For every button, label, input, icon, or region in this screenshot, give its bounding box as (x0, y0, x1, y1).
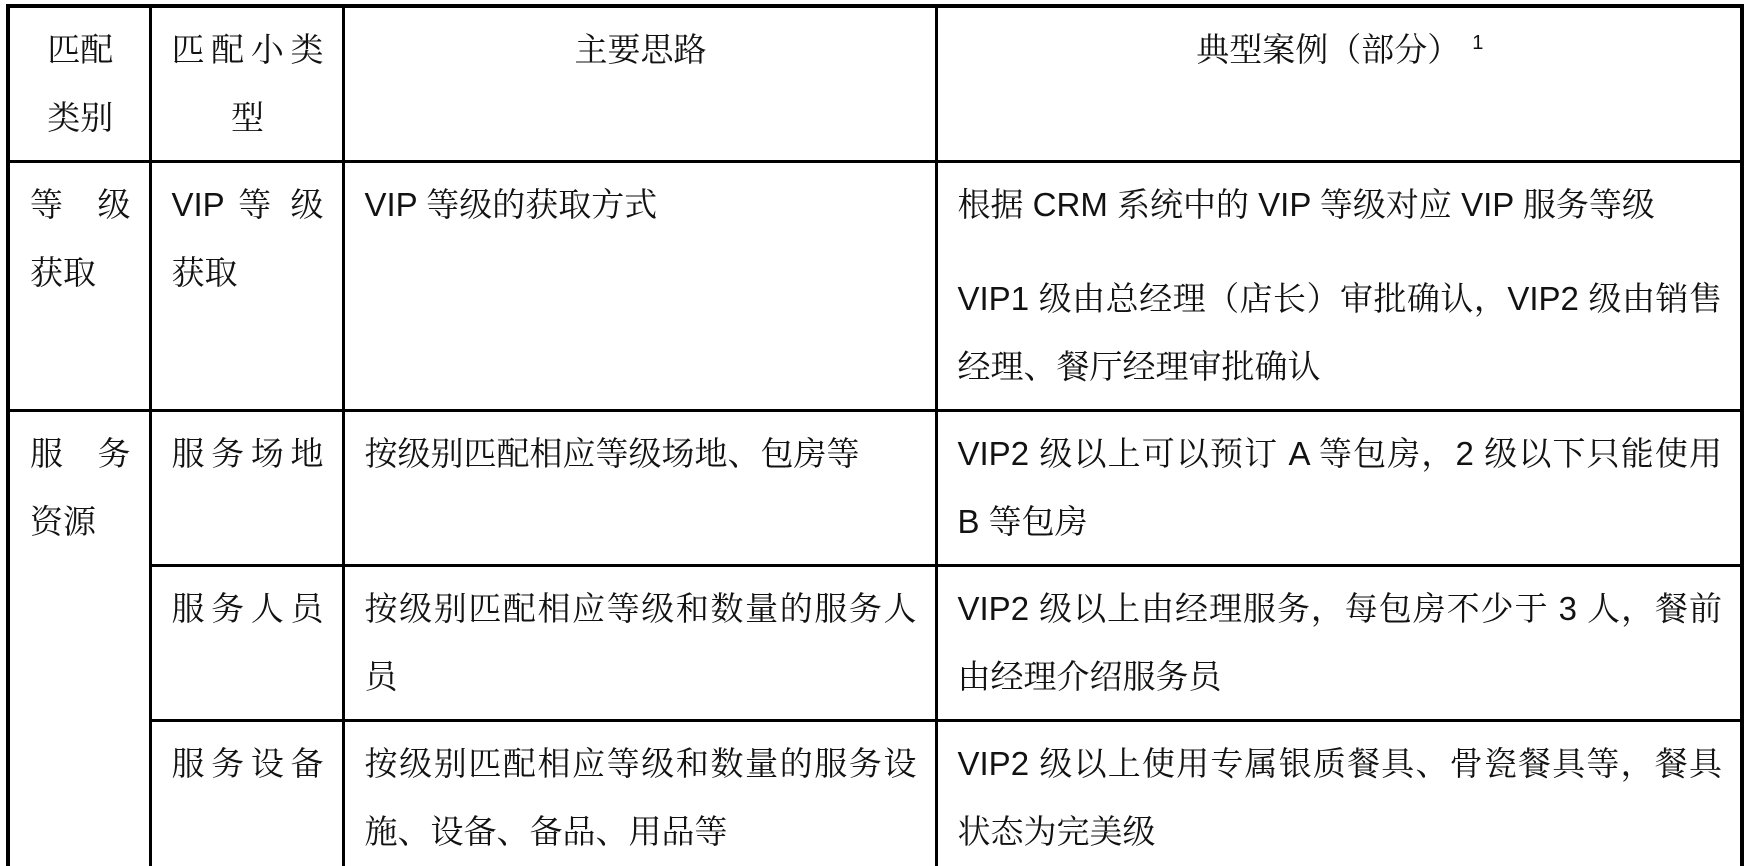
header-label: 典型案例（部分） (1196, 31, 1461, 68)
vip-matching-table (6, 4, 1744, 866)
cell-line: 服务场地 (171, 435, 324, 472)
cell-line: 服务设备 (171, 745, 324, 782)
header-main-approach (343, 6, 936, 162)
header-match-category (8, 6, 150, 162)
table-row-level-acquisition (8, 162, 1742, 411)
cell-line: 服务人员 (171, 590, 324, 627)
header-line: 匹配小类 (171, 31, 324, 68)
cell-cases-vip-level (936, 162, 1742, 411)
cell-cases-equipment (936, 721, 1742, 866)
approach-text: 按级别匹配相应等级和数量的服务人员 (364, 590, 917, 695)
cell-line: 等 级 (30, 186, 131, 223)
cell-subtype-vip-level (150, 162, 343, 411)
cell-category-service-resources (8, 411, 150, 866)
cell-cases-staff (936, 566, 1742, 721)
case-paragraph: VIP1 级由总经理（店长）审批确认，VIP2 级由销售经理、餐厅经理审批确认 (957, 280, 1722, 385)
header-typical-cases (936, 6, 1742, 162)
cell-subtype-equipment (150, 721, 343, 866)
header-match-subtype (150, 6, 343, 162)
approach-text: 按级别匹配相应等级和数量的服务设施、设备、备品、用品等 (364, 745, 917, 850)
case-paragraph: VIP2 级以上由经理服务，每包房不少于 3 人，餐前由经理介绍服务员 (957, 590, 1722, 695)
approach-text: VIP 等级的获取方式 (364, 186, 658, 223)
cell-category-level (8, 162, 150, 411)
case-paragraph: 根据 CRM 系统中的 VIP 等级对应 VIP 服务等级 (957, 186, 1655, 223)
table-row-service-venue (8, 411, 1742, 566)
cell-line: 获取 (30, 254, 96, 291)
cell-line: 获取 (171, 254, 238, 291)
cell-line: 服 务 (30, 435, 131, 472)
header-line: 主要思路 (574, 31, 707, 68)
cell-line: 资源 (30, 503, 96, 540)
header-line: 型 (231, 99, 264, 136)
cell-subtype-venue (150, 411, 343, 566)
footnote-marker: 1 (1472, 32, 1484, 54)
header-line: 匹配 (47, 31, 114, 68)
case-paragraph: VIP2 级以上可以预订 A 等包房，2 级以下只能使用 B 等包房 (957, 435, 1722, 540)
cell-approach-venue (343, 411, 936, 566)
table-header-row (8, 6, 1742, 162)
cell-approach-vip-level (343, 162, 936, 411)
approach-text: 按级别匹配相应等级场地、包房等 (364, 435, 860, 472)
case-paragraph: VIP2 级以上使用专属银质餐具、骨瓷餐具等，餐具状态为完美级 (957, 745, 1722, 850)
table-row-service-equipment (8, 721, 1742, 866)
cell-approach-staff (343, 566, 936, 721)
cell-subtype-staff (150, 566, 343, 721)
cell-cases-venue (936, 411, 1742, 566)
table-row-service-staff (8, 566, 1742, 721)
cell-approach-equipment (343, 721, 936, 866)
cell-line: VIP 等 级 (171, 186, 324, 223)
header-line: 类别 (47, 99, 114, 136)
